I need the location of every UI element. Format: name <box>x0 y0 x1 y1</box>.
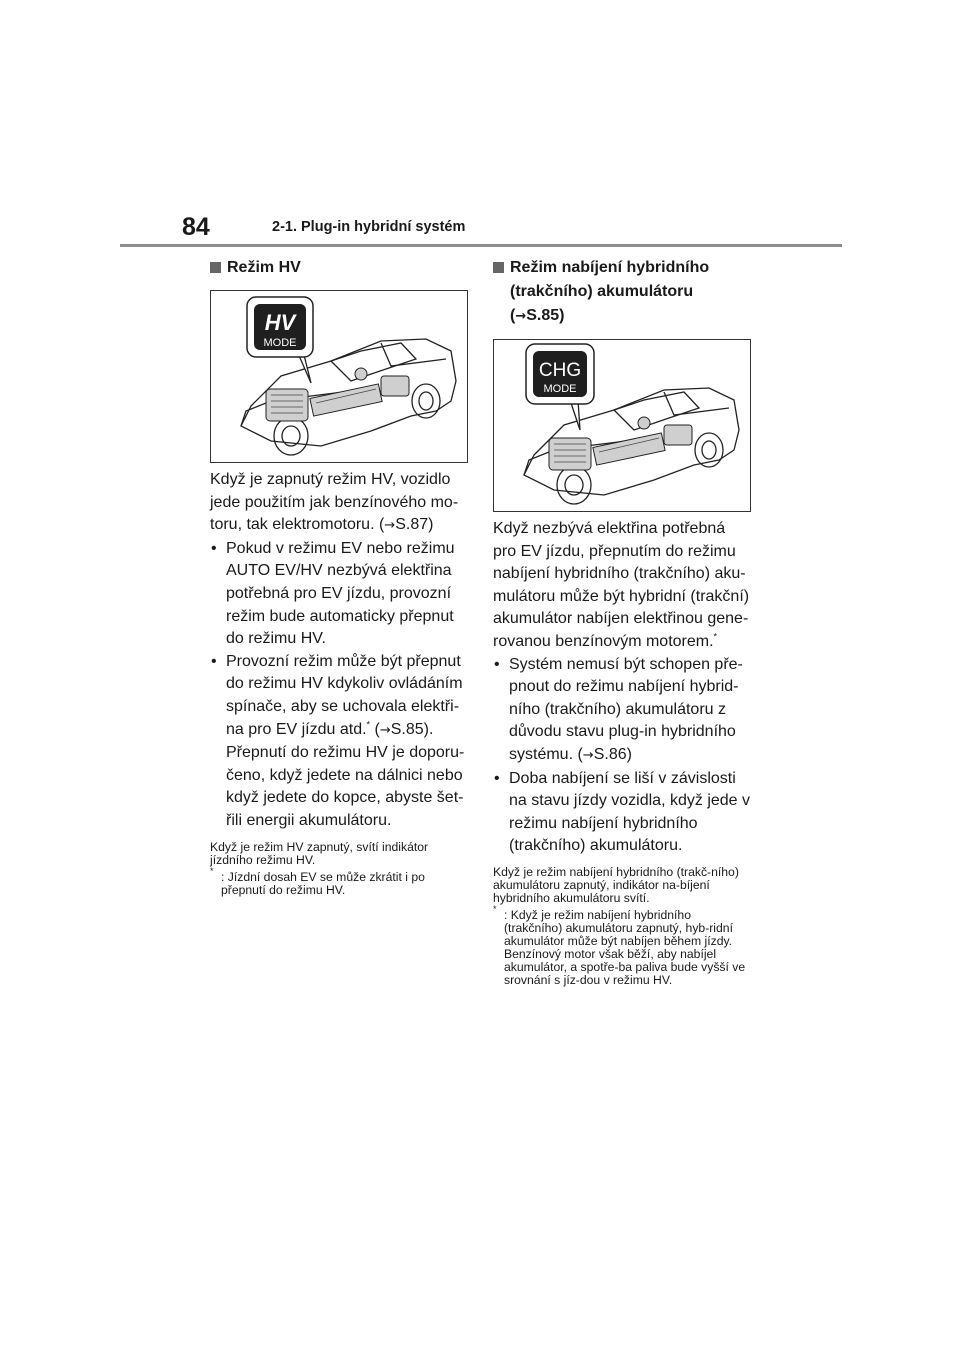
charge-intro <box>493 518 751 654</box>
hv-intro-text: Když je zapnutý režim HV, vozidlo jede použitím jak benzínového mo-toru, tak elektromotoru. ( <box>210 471 459 534</box>
heading-hv-mode <box>210 256 468 280</box>
column-charge-mode <box>493 256 751 987</box>
footnote-text: : Jízdní dosah EV se může zkrátit i po přepnutí do režimu HV. <box>221 869 425 897</box>
charge-footnote: * : Když je režim nabíjení hybridního (trakčního) akumulátoru zapnutý, hyb-ridní akumulátor může být nabíjen během jízdy. Benzínový motor však běží, aby nabíjel akumulátor, a spotře-ba paliva bude vyšší ve srovnání s jíz-dou v režimu HV. <box>493 903 746 987</box>
heading-square-icon <box>210 262 221 273</box>
bullet-icon: • <box>494 655 500 673</box>
list-item <box>210 651 468 833</box>
charge-note: Když je režim nabíjení hybridního (trakč-ního) akumulátoru zapnutý, indikátor na-bíjení hybridního akumulátoru svítí. <box>493 864 739 905</box>
list-item-text: Pokud v režimu EV nebo režimu AUTO EV/HV nezbývá elektřina potřebná pro EV jízdu, provozní režim bude automaticky přepnut do režimu HV. <box>226 539 455 648</box>
header-divider <box>120 244 842 247</box>
paren: ) <box>559 307 565 324</box>
heading-charge-mode <box>493 256 751 329</box>
page-ref-link[interactable]: S.86 <box>593 745 627 763</box>
chg-badge-mode: MODE <box>543 383 577 395</box>
charge-bullets <box>493 654 751 858</box>
paren: ( <box>374 720 380 738</box>
figure-hv-mode <box>210 290 468 463</box>
figure-charge-mode <box>493 339 751 512</box>
chg-badge-label: CHG <box>538 360 582 381</box>
hybrid-car-illustration <box>211 291 467 462</box>
hv-intro <box>210 469 468 538</box>
heading-text: Režim HV <box>227 259 301 276</box>
list-item-text: Systém nemusí být schopen pře-pnout do režimu nabíjení hybrid-ního (trakčního) akumulátoru z důvodu stavu plug-in hybridního systému. ( <box>509 655 743 763</box>
list-item <box>210 538 468 651</box>
column-hv-mode <box>210 256 468 897</box>
ref-arrow-icon: → <box>582 747 594 763</box>
list-item-text: Přepnutí do režimu HV je doporu-čeno, když jedete na dálnici nebo když jedete do kopce, abyste šet-řili energii akumulátoru. <box>226 744 465 829</box>
heading-text: Režim nabíjení hybridního (trakčního) akumulátoru <box>510 259 710 300</box>
list-item-text: Provozní režim může být přepnut do režimu HV kdykoliv ovládáním spínače, aby se uchovala elektři-na pro EV jízdu atd. <box>226 652 463 738</box>
page-ref-link[interactable]: S.85 <box>390 720 424 738</box>
list-item <box>493 768 751 858</box>
page-ref-link[interactable]: S.85 <box>526 307 560 324</box>
hv-badge-label: HV <box>264 310 296 335</box>
bullet-icon: • <box>494 769 500 787</box>
charge-intro-text: Když nezbývá elektřina potřebná pro EV jízdu, přepnutím do režimu nabíjení hybridního (trakčního) aku-mulátoru může být hybridní (trakční) akumulátor nabíjen elektřinou gene-rovanou benzínovým motorem. <box>493 520 750 650</box>
page-ref-link[interactable]: S.87 <box>395 516 429 534</box>
footnote-ref: * <box>713 631 718 642</box>
paren: ( <box>510 307 516 324</box>
section-header: 2-1. Plug-in hybridní systém <box>272 219 466 235</box>
hybrid-car-illustration <box>494 340 750 511</box>
ref-arrow-icon: → <box>515 309 527 324</box>
hv-footnote: * : Jízdní dosah EV se může zkrátit i po přepnutí do režimu HV. <box>210 865 425 897</box>
bullet-icon: • <box>211 539 217 557</box>
bullet-icon: • <box>211 652 217 670</box>
page-number: 84 <box>182 213 210 241</box>
paren: ) <box>428 516 434 534</box>
hv-note: Když je režim HV zapnutý, svítí indikátor jízdního režimu HV. <box>210 839 429 867</box>
list-item <box>493 654 751 768</box>
heading-square-icon <box>493 262 504 273</box>
hv-badge-mode: MODE <box>263 337 297 349</box>
list-item-text: Doba nabíjení se liší v závislosti na stavu jízdy vozidla, když jede v režimu nabíjení hybridního (trakčního) akumulátoru. <box>509 769 751 855</box>
paren: ) <box>626 745 632 763</box>
hv-bullets <box>210 538 468 833</box>
footnote-text: : Když je režim nabíjení hybridního (trakčního) akumulátoru zapnutý, hyb-ridní akumulátor může být nabíjen během jízdy. Benzínový motor však běží, aby nabíjel akumulátor, a spotře-ba paliva bude vyšší ve srovnání s jíz-dou v režimu HV. <box>504 907 746 987</box>
ref-arrow-icon: → <box>379 722 391 738</box>
ref-arrow-icon: → <box>384 518 396 534</box>
footnote-ref: * <box>366 719 371 730</box>
paren: ). <box>423 720 434 738</box>
